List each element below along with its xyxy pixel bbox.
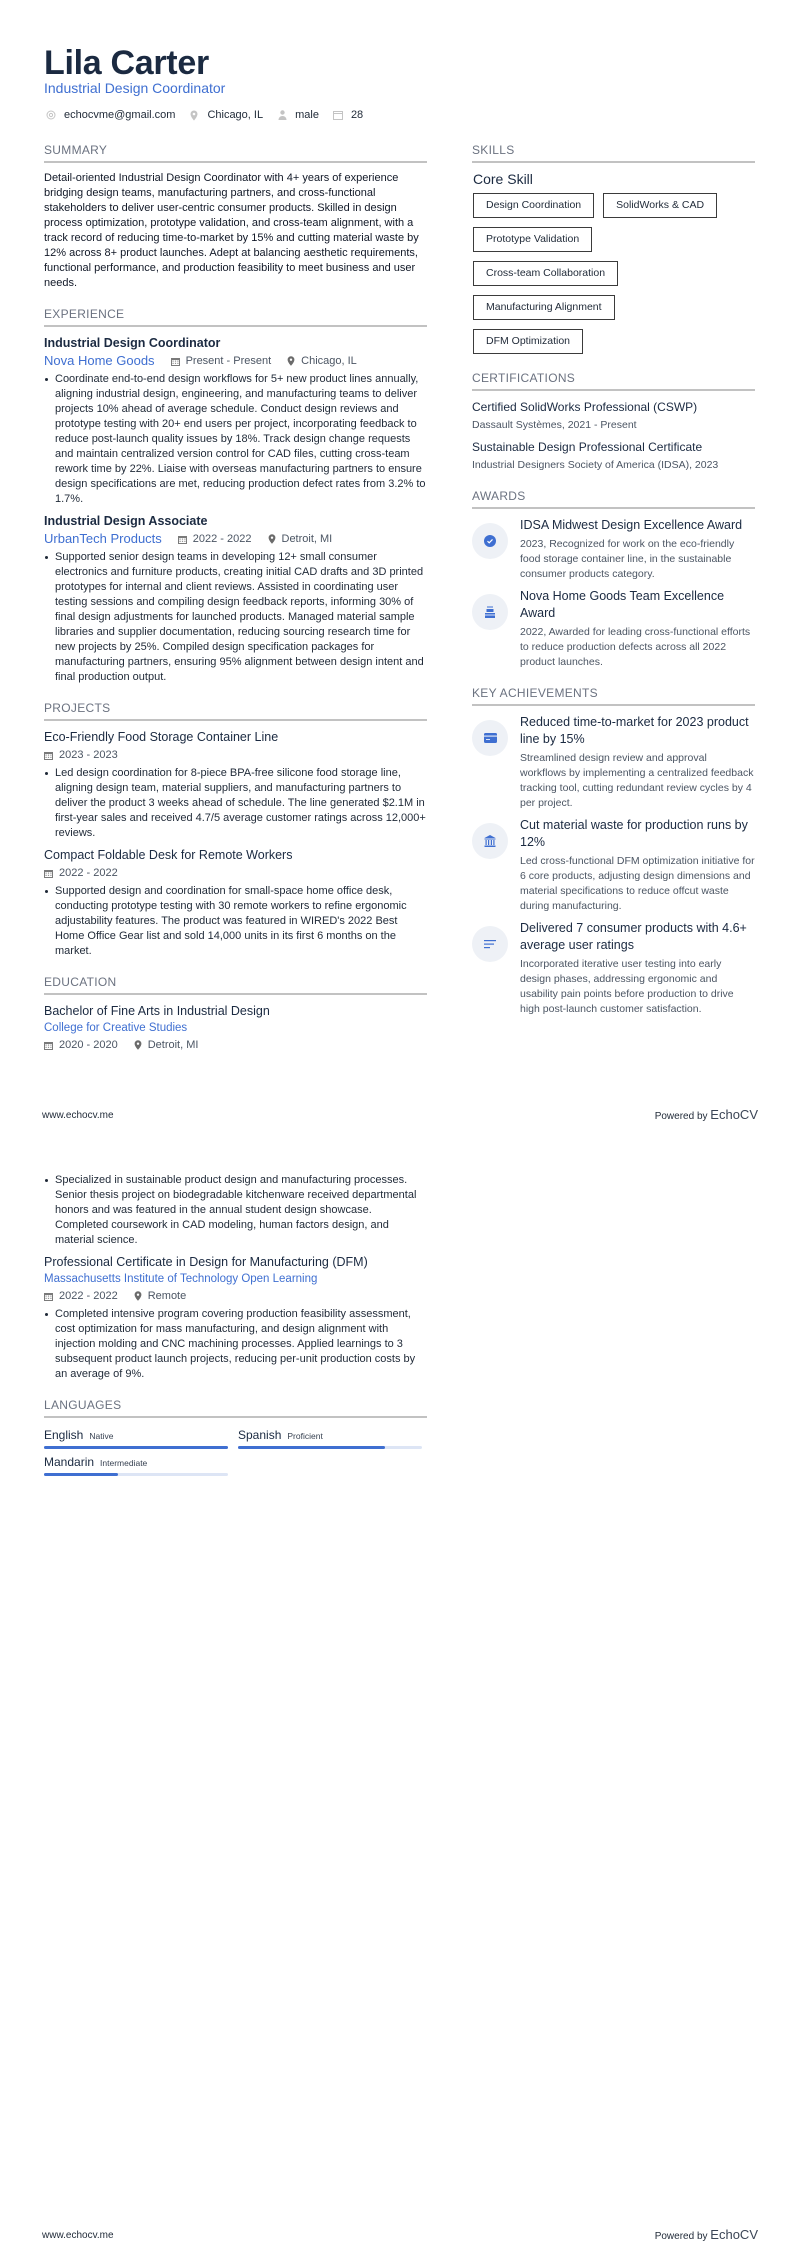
job-description: Coordinate end-to-end design workflows for 5+ new product lines annually, aligning industrial design, engineering, and manufacturing teams to deliver projects 10% ahead of average schedule. Conduct design reviews and prototype testing with 20+ end users per project, incorporating feedback to reduce post-launch quality issues by 18%. Track design change requests and maintain centralized version control for CAD files, cutting cross-team rework time by 22%. Liaise with overseas manufacturing partners to ensure design specifications are met, reducing production defect rates from 3.2% to 1.7%. xyxy=(44,372,427,507)
skill-tag: Prototype Validation xyxy=(473,227,592,252)
project-item xyxy=(44,729,427,841)
project-description: Led design coordination for 8-piece BPA-free silicone food storage line, aligning design team, material suppliers, and manufacturing partners to deliver the product 3 weeks ahead of schedule. The line generated $2.1M in first-year sales and received 4.7/5 average customer ratings across 12,000+ reviews. xyxy=(44,766,427,841)
job-title: Industrial Design Associate xyxy=(44,514,208,528)
calendar-icon xyxy=(333,110,343,120)
degree-title: Bachelor of Fine Arts in Industrial Design xyxy=(44,1004,270,1018)
project-meta xyxy=(44,864,427,882)
text-lines-icon xyxy=(472,926,508,962)
education-dates: 2020 - 2020 xyxy=(44,1036,118,1054)
skill-group-title: Core Skill xyxy=(473,171,533,187)
map-pin-icon xyxy=(287,356,295,366)
company-name: UrbanTech Products xyxy=(44,531,162,546)
skill-tag: Cross-team Collaboration xyxy=(473,261,618,286)
achievement-item xyxy=(472,920,755,1017)
award-title: IDSA Midwest Design Excellence Award xyxy=(520,518,743,532)
achievement-description: Led cross-functional DFM optimization initiative for 6 core products, adjusting design dimensions and material specifications to reduce offcut waste during manufacturing. xyxy=(520,855,755,912)
calendar-icon xyxy=(44,1041,53,1050)
award-description: 2022, Awarded for leading cross-functional efforts to reduce production defects across all 2022 product launches. xyxy=(520,626,751,668)
calendar-icon xyxy=(44,751,53,760)
brand-name: EchoCV xyxy=(710,1107,758,1122)
achievement-description: Streamlined design review and approval workflows by implementing a centralized feedback tracking tool, cutting redundant review cycles by 4 per project. xyxy=(520,752,754,809)
award-title: Nova Home Goods Team Excellence Award xyxy=(520,589,725,620)
job-meta xyxy=(44,352,427,370)
experience-section xyxy=(44,307,427,685)
project-meta xyxy=(44,746,427,764)
age-text: 28 xyxy=(350,109,364,121)
education-description: Completed intensive program covering production feasibility assessment, cost optimization for mass manufacturing, and design alignment with injection molding and CNC machining processes. Applied learnings to 3 subsequent product launch projects, reducing per-unit production costs by an average of 9%. xyxy=(44,1307,427,1382)
calendar-icon xyxy=(44,1292,53,1301)
education-dates: 2022 - 2022 xyxy=(44,1287,118,1305)
section-title-summary: SUMMARY xyxy=(44,143,427,163)
map-pin-icon xyxy=(189,110,199,120)
education-section xyxy=(44,975,427,1054)
award-description: 2023, Recognized for work on the eco-friendly food storage container line, in the sustainable consumer products category. xyxy=(520,538,735,580)
school-name: Massachusetts Institute of Technology Open Learning xyxy=(44,1273,318,1285)
experience-item xyxy=(44,335,427,507)
certification-name: Certified SolidWorks Professional (CSWP) xyxy=(472,400,698,414)
summary-section xyxy=(44,143,427,291)
candidate-name: Lila Carter xyxy=(44,44,209,82)
email-text: echocvme@gmail.com xyxy=(64,109,176,121)
project-dates: 2022 - 2022 xyxy=(44,864,118,882)
skill-tag: DFM Optimization xyxy=(473,329,583,354)
check-badge-icon xyxy=(472,523,508,559)
education-meta xyxy=(44,1036,427,1054)
left-column xyxy=(44,1171,427,1476)
location-text: Chicago, IL xyxy=(207,109,264,121)
skill-tags xyxy=(472,193,755,363)
section-title-awards: AWARDS xyxy=(472,489,755,509)
achievement-item xyxy=(472,817,755,914)
skill-tag: Manufacturing Alignment xyxy=(473,295,615,320)
footer-powered-by: Powered by EchoCV xyxy=(654,2227,758,2242)
cake-icon xyxy=(472,594,508,630)
job-title: Industrial Design Coordinator xyxy=(44,336,221,350)
languages-grid xyxy=(44,1426,427,1476)
job-dates: Present - Present xyxy=(171,352,272,370)
footer-url[interactable]: www.echocv.me xyxy=(42,1110,114,1121)
map-pin-icon xyxy=(134,1291,142,1301)
achievement-title: Delivered 7 consumer products with 4.6+ average user ratings xyxy=(520,921,747,952)
job-meta xyxy=(44,530,427,548)
section-title-skills: SKILLS xyxy=(472,143,755,163)
skill-tag: Design Coordination xyxy=(473,193,594,218)
footer-powered-by: Powered by EchoCV xyxy=(654,1107,758,1122)
map-pin-icon xyxy=(134,1040,142,1050)
award-item xyxy=(472,517,755,582)
certifications-section xyxy=(472,371,755,473)
language-level: Native xyxy=(89,1431,114,1441)
education-item xyxy=(44,1254,427,1382)
education-description: Specialized in sustainable product design and manufacturing processes. Senior thesis project on biodegradable kitchenware received departmental honors and was featured in the annual student design showcase. Completed coursework in CAD modeling, human factors design, and material science. xyxy=(44,1173,427,1248)
projects-section xyxy=(44,701,427,959)
company-name: Nova Home Goods xyxy=(44,353,155,368)
gender-text: male xyxy=(295,109,319,121)
candidate-role: Industrial Design Coordinator xyxy=(44,80,226,96)
section-title-education: EDUCATION xyxy=(44,975,427,995)
achievement-description: Incorporated iterative user testing into early design phases, addressing ergonomic and usability pain points before production to drive high post-launch customer satisfaction. xyxy=(520,958,734,1015)
calendar-icon xyxy=(178,535,187,544)
degree-title: Professional Certificate in Design for Manufacturing (DFM) xyxy=(44,1255,368,1269)
left-column xyxy=(44,143,427,1054)
project-title: Eco-Friendly Food Storage Container Line xyxy=(44,730,279,744)
section-title-projects: PROJECTS xyxy=(44,701,427,721)
contact-row xyxy=(46,109,377,121)
project-dates: 2023 - 2023 xyxy=(44,746,118,764)
languages-section xyxy=(44,1398,427,1476)
language-bar xyxy=(238,1446,422,1449)
job-location: Chicago, IL xyxy=(287,352,357,370)
language-bar xyxy=(44,1473,228,1476)
language-level: Intermediate xyxy=(100,1458,148,1468)
contact-location xyxy=(189,109,263,121)
language-item xyxy=(44,1426,228,1449)
footer-url[interactable]: www.echocv.me xyxy=(42,2230,114,2241)
at-icon xyxy=(46,110,56,120)
project-title: Compact Foldable Desk for Remote Workers xyxy=(44,848,293,862)
project-item xyxy=(44,847,427,959)
right-column xyxy=(472,143,755,1023)
skill-tag: SolidWorks & CAD xyxy=(603,193,717,218)
school-name: College for Creative Studies xyxy=(44,1022,188,1034)
language-bar xyxy=(44,1446,228,1449)
section-title-experience: EXPERIENCE xyxy=(44,307,427,327)
section-title-languages: LANGUAGES xyxy=(44,1398,427,1418)
language-level: Proficient xyxy=(287,1431,323,1441)
job-dates: 2022 - 2022 xyxy=(178,530,252,548)
certification-item xyxy=(472,399,755,433)
section-title-certifications: CERTIFICATIONS xyxy=(472,371,755,391)
education-item xyxy=(44,1003,427,1054)
contact-gender xyxy=(277,109,319,121)
education-location: Remote xyxy=(134,1287,187,1305)
project-description: Supported design and coordination for small-space home office desk, conducting prototype testing with 30 remote workers to refine ergonomic adjustability features. The product was featured in WIRED's 2022 Best Home Office Gear list and sold 14,000 units in its first 6 months on the market. xyxy=(44,884,427,959)
language-name: English xyxy=(44,1428,84,1442)
certification-item xyxy=(472,439,755,473)
summary-text: Detail-oriented Industrial Design Coordinator with 4+ years of experience bridging design teams, manufacturing partners, and cross-functional stakeholders to deliver user-centric consumer products. Skilled in design process optimization, prototype validation, and cross-team alignment, with a track record of reducing time-to-market by 15% and cutting material waste by 12% across 8+ product launches. Adept at balancing aesthetic requirements, functional performance, and production feasibility to meet business and user needs. xyxy=(44,172,419,289)
certification-detail: Dassault Systèmes, 2021 - Present xyxy=(472,419,637,431)
resume-page-2 xyxy=(0,1123,794,2246)
language-item xyxy=(44,1453,228,1476)
brand-name: EchoCV xyxy=(710,2227,758,2242)
education-location: Detroit, MI xyxy=(134,1036,199,1054)
experience-item xyxy=(44,513,427,685)
achievement-title: Reduced time-to-market for 2023 product line by 15% xyxy=(520,715,749,746)
map-pin-icon xyxy=(268,534,276,544)
skills-section xyxy=(472,143,755,363)
job-location: Detroit, MI xyxy=(268,530,333,548)
achievement-item xyxy=(472,714,755,811)
job-description: Supported senior design teams in developing 12+ small consumer electronics and furniture products, creating initial CAD drafts and 3D printed prototypes for internal and client reviews. Assisted in coordinating user testing sessions and compiling design feedback reports, informing 30% of final design adjustments for launched products. Managed material sample libraries and supplier documentation, reducing sourcing research time for new projects by 25%. Compiled design specification packages for manufacturing partners, ensuring 95% alignment between design intent and final production output. xyxy=(44,550,427,685)
bank-icon xyxy=(472,823,508,859)
calendar-icon xyxy=(171,357,180,366)
certification-name: Sustainable Design Professional Certificate xyxy=(472,440,703,454)
card-icon xyxy=(472,720,508,756)
user-icon xyxy=(277,110,287,120)
certification-detail: Industrial Designers Society of America (IDSA), 2023 xyxy=(472,459,719,471)
achievement-title: Cut material waste for production runs by 12% xyxy=(520,818,748,849)
section-title-achievements: KEY ACHIEVEMENTS xyxy=(472,686,755,706)
calendar-icon xyxy=(44,869,53,878)
contact-age xyxy=(333,109,363,121)
achievements-section xyxy=(472,686,755,1017)
language-name: Spanish xyxy=(238,1428,282,1442)
award-item xyxy=(472,588,755,670)
awards-section xyxy=(472,489,755,670)
education-meta xyxy=(44,1287,427,1305)
language-item xyxy=(238,1426,422,1449)
contact-email xyxy=(46,109,175,121)
language-name: Mandarin xyxy=(44,1455,95,1469)
